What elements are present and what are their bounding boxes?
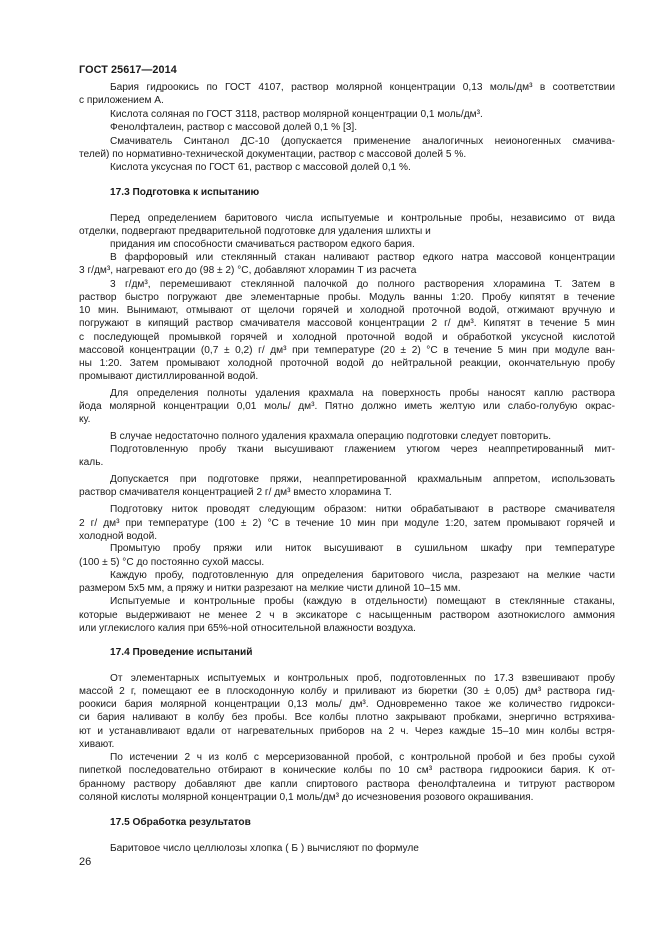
text-line: холодной водой.: [79, 531, 158, 542]
text-line: раствор смачивателя концентрацией 2 г/ дм³ вместо хлорамина Т.: [79, 487, 392, 498]
text-line: промывают дистиллированной водой.: [79, 371, 259, 382]
text-line: Смачиватель Синтанол ДС-10 (допускается применение аналогичных неионогенных смачива-: [110, 136, 615, 147]
text-line: Перед определением баритового числа испытуемые и контрольные пробы, независимо от вида: [110, 213, 615, 224]
text-line: размером 5х5 мм, а пряжу и нитки разрезают на мелкие чисти длиной 10–15 мм.: [79, 583, 461, 594]
section-heading: 17.3 Подготовка к испытанию: [110, 187, 260, 198]
text-line: ют и устанавливают вдали от нагревательных приборов на 2 ч. Через каждые 15–10 мин колбы встря-: [79, 726, 615, 737]
text-line: 3 г/дм³, перемешивают стеклянной палочкой до полного растворения хлорамина Т. Затем в: [110, 279, 615, 290]
text-line: соляной кислоты молярной концентрации 0,1 моль/дм³ до исчезновения розового окрашивания.: [79, 792, 534, 803]
text-line: отделки, подвергают предварительной подготовке для удаления шлихты и: [79, 226, 431, 237]
text-line: каль.: [79, 457, 104, 468]
text-line: (100 ± 5) °С до постоянно сухой массы.: [79, 557, 265, 568]
text-line: раствор быстро погружают две элементарные пробы. Модуль ванны 1:20. Пробу кипятят в течение: [79, 292, 615, 303]
text-line: В случае недостаточно полного удаления крахмала операцию подготовки следует повторить.: [110, 431, 552, 442]
text-line: 3 г/дм³, нагревают его до (98 ± 2) °С, добавляют хлорамин Т из расчета: [79, 265, 417, 276]
text-line: си бария наливают в колбу без пробы. Все колбы плотно закрывают пробками, энергично встряхива-: [79, 712, 615, 723]
text-line: роокиси бария молярной концентрации 0,13 моль/ дм³. Одновременно такое же количество гидрокси-: [79, 699, 615, 710]
text-line: телей) по нормативно-технической документации, раствор с массовой долей 5 %.: [79, 149, 467, 160]
text-line: ку.: [79, 414, 91, 425]
text-line: Баритовое число целлюлозы хлопка ( Б ) вычисляют по формуле: [110, 843, 419, 854]
text-line: Кислота уксусная по ГОСТ 61, раствор с массовой долей 0,1 %.: [110, 162, 411, 173]
text-line: 10 мин. Вынимают, отмывают от щелочи горячей и холодной проточной водой, отжимают вручную и: [79, 305, 615, 316]
text-line: Для определения полноты удаления крахмала на поверхность пробы наносят каплю раствора: [110, 388, 615, 399]
text-line: Промытую пробу пряжи или ниток высушивают в сушильном шкафу при температуре: [110, 543, 615, 554]
document-header: ГОСТ 25617—2014: [79, 64, 177, 76]
text-line: Каждую пробу, подготовленную для определения баритового числа, разрезают на мелкие части: [110, 570, 615, 581]
page-number: 26: [79, 856, 92, 868]
text-line: массой 2 г, помещают ее в плоскодонную колбу и приливают из бюретки (30 ± 0,05) дм³ раствора гид-: [79, 686, 615, 697]
text-line: 2 г/ дм³ при температуре (100 ± 2) °С в течение 10 мин при модуле 1:20, затем промывают горячей и: [79, 518, 615, 529]
text-line: Бария гидроокись по ГОСТ 4107, раствор молярной концентрации 0,13 моль/дм³ в соответствии: [110, 82, 615, 93]
text-line: Фенолфталеин, раствор с массовой долей 0,1 % [3].: [110, 122, 358, 133]
text-line: бранному раствору добавляют две капли спиртового раствора фенолфталеина и титруют раствором: [79, 779, 615, 790]
text-line: с последующей промывкой горячей и холодной проточной водой и обработкой уксусной кислотой: [79, 332, 615, 343]
text-line: Допускается при подготовке пряжи, неаппретированной крахмальным аппретом, использовать: [110, 474, 615, 485]
text-line: пипеткой последовательно отбирают в конические колбы по 10 см³ раствора гидроокиси бария. К от-: [79, 765, 615, 776]
text-line: йода молярной концентрации 0,01 моль/ дм³. Пятно должно иметь желтую или слабо-голубую окрас-: [79, 401, 615, 412]
text-line: хивают.: [79, 739, 115, 750]
text-line: По истечении 2 ч из колб с мерсеризованной пробой, с контрольной пробой и без пробы сухой: [110, 752, 615, 763]
text-line: Подготовленную пробу ткани высушивают глажением утюгом через неаппретированный мит-: [110, 444, 615, 455]
text-line: погружают в кипящий раствор смачивателя массовой концентрации 2 г/ дм³. Кипятят в течение 5 мин: [79, 318, 615, 329]
text-line: Подготовку ниток проводят следующим образом: нитки обрабатывают в растворе смачивателя: [110, 504, 615, 515]
section-heading: 17.4 Проведение испытаний: [110, 647, 253, 658]
section-heading: 17.5 Обработка результатов: [110, 817, 251, 828]
text-line: От элементарных испытуемых и контрольных проб, подготовленных по 17.3 взвешивают пробу: [110, 673, 615, 684]
text-line: массовой концентрации (0,7 ± 0,2) г/ дм³ при температуре (20 ± 2) °С в течение 5 мин при модуле ван-: [79, 345, 615, 356]
text-line: с приложением А.: [79, 95, 164, 106]
text-line: или углекислого калия при 65%-ной относительной влажности воздуха.: [79, 623, 416, 634]
text-line: Кислота соляная по ГОСТ 3118, раствор молярной концентрации 0,1 моль/дм³.: [110, 109, 483, 120]
text-line: ны 1:20. Затем промывают холодной проточной водой до нейтральной реакции, окончательную пробу: [79, 358, 615, 369]
text-line: придания им способности смачиваться раствором едкого бария.: [110, 239, 415, 250]
text-line: В фарфоровый или стеклянный стакан наливают раствор едкого натра массовой концентрации: [110, 252, 615, 263]
text-line: Испытуемые и контрольные пробы (каждую в отдельности) помещают в стеклянные стаканы,: [110, 596, 615, 607]
text-line: которые выдерживают не менее 2 ч в эксикаторе с насыщенным раствором азотнокислого аммония: [79, 610, 615, 621]
